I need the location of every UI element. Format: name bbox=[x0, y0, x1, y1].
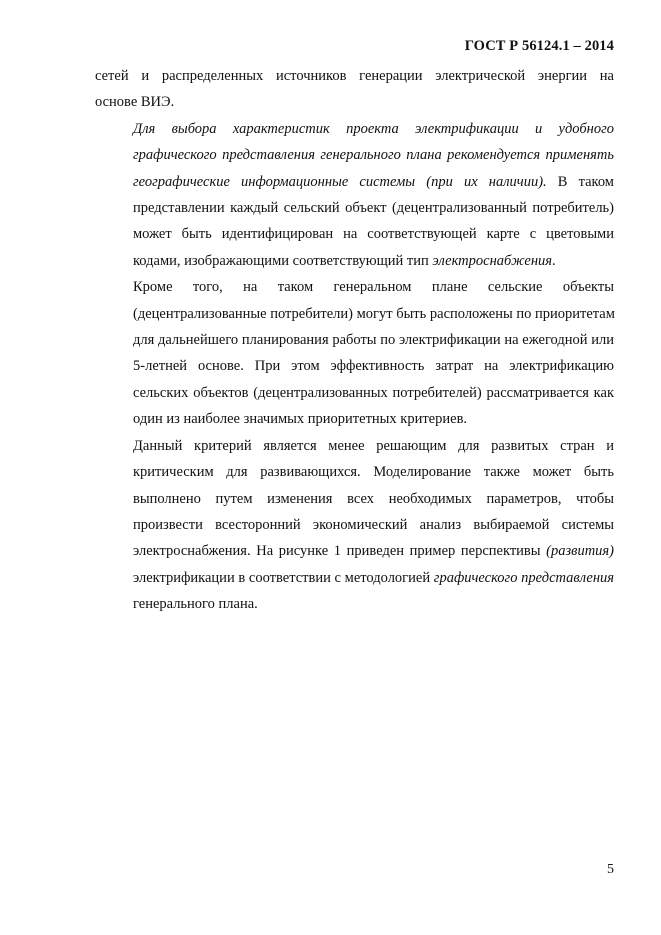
text-line bbox=[95, 221, 614, 247]
text-segment: один из наиболее значимых приоритетных критериев. bbox=[133, 411, 468, 428]
text-line bbox=[95, 301, 614, 327]
paragraph-4 bbox=[95, 433, 614, 618]
paragraph-2 bbox=[95, 116, 614, 274]
paragraph-1 bbox=[95, 63, 614, 116]
text-line bbox=[95, 116, 614, 142]
text-segment: выполнено путем изменения всех необходимых параметров, чтобы bbox=[133, 490, 614, 507]
text-segment: сетей и распределенных источников генерации электрической энергии на bbox=[95, 68, 614, 84]
text-line bbox=[95, 89, 614, 115]
text-line bbox=[95, 512, 614, 538]
italic-text: графического представления bbox=[433, 569, 614, 586]
text-segment: электрификации в соответствии с методологией bbox=[133, 569, 434, 586]
text-line bbox=[95, 327, 614, 353]
text-line bbox=[95, 591, 614, 617]
text-segment: генерального плана. bbox=[133, 596, 258, 613]
text-line bbox=[95, 380, 614, 406]
text-segment: основе ВИЭ. bbox=[95, 94, 175, 111]
text-line bbox=[95, 63, 614, 89]
text-line bbox=[95, 169, 614, 195]
text-segment: 5-летней основе. При этом эффективность затрат на электрификацию bbox=[133, 358, 614, 375]
text-segment: произвести всесторонний экономический анализ выбираемой системы bbox=[133, 516, 614, 533]
text-line bbox=[95, 274, 614, 300]
text-segment: представлении каждый сельский объект (децентрализованный потребитель) bbox=[133, 200, 614, 217]
text-line bbox=[95, 565, 614, 591]
text-segment: электроснабжения. На рисунке 1 приведен пример перспективы bbox=[133, 543, 547, 560]
text-segment: Кроме того, на таком генеральном плане сельские объекты bbox=[133, 279, 614, 296]
text-line bbox=[95, 486, 614, 512]
text-segment: (децентрализованные потребители) могут быть расположены по приоритетам bbox=[133, 305, 615, 322]
text-segment: критическим для развивающихся. Моделирование также может быть bbox=[133, 464, 614, 481]
text-line bbox=[95, 195, 614, 221]
text-segment: для дальнейшего планирования работы по электрификации на ежегодной или bbox=[133, 332, 614, 349]
italic-text: графического представления генерального плана рекомендуется применять bbox=[133, 147, 614, 164]
text-segment: Данный критерий является менее решающим для развитых стран и bbox=[133, 437, 614, 454]
text-line bbox=[95, 248, 614, 274]
standard-header: ГОСТ Р 56124.1 – 2014 bbox=[464, 38, 614, 54]
page-number: 5 bbox=[607, 862, 614, 877]
body-text bbox=[95, 63, 614, 618]
text-line bbox=[95, 406, 614, 432]
text-segment: кодами, изображающими соответствующий тип bbox=[133, 252, 433, 269]
text-segment: В таком bbox=[546, 173, 614, 190]
text-line bbox=[95, 142, 614, 168]
text-line bbox=[95, 538, 614, 564]
text-segment: сельских объектов (децентрализованных потребителей) рассматривается как bbox=[133, 384, 614, 401]
italic-text: Для выбора характеристик проекта электрификации и удобного bbox=[133, 120, 614, 137]
text-segment: может быть идентифицирован на соответствующей карте с цветовыми bbox=[133, 226, 614, 243]
text-line bbox=[95, 459, 614, 485]
paragraph-3 bbox=[95, 274, 614, 432]
italic-text: электроснабжения bbox=[432, 252, 553, 269]
text-segment: . bbox=[552, 252, 556, 269]
italic-text: географические информационные системы (при их наличии). bbox=[133, 173, 547, 190]
text-line bbox=[95, 353, 614, 379]
text-line bbox=[95, 433, 614, 459]
italic-text: (развития) bbox=[546, 543, 614, 560]
